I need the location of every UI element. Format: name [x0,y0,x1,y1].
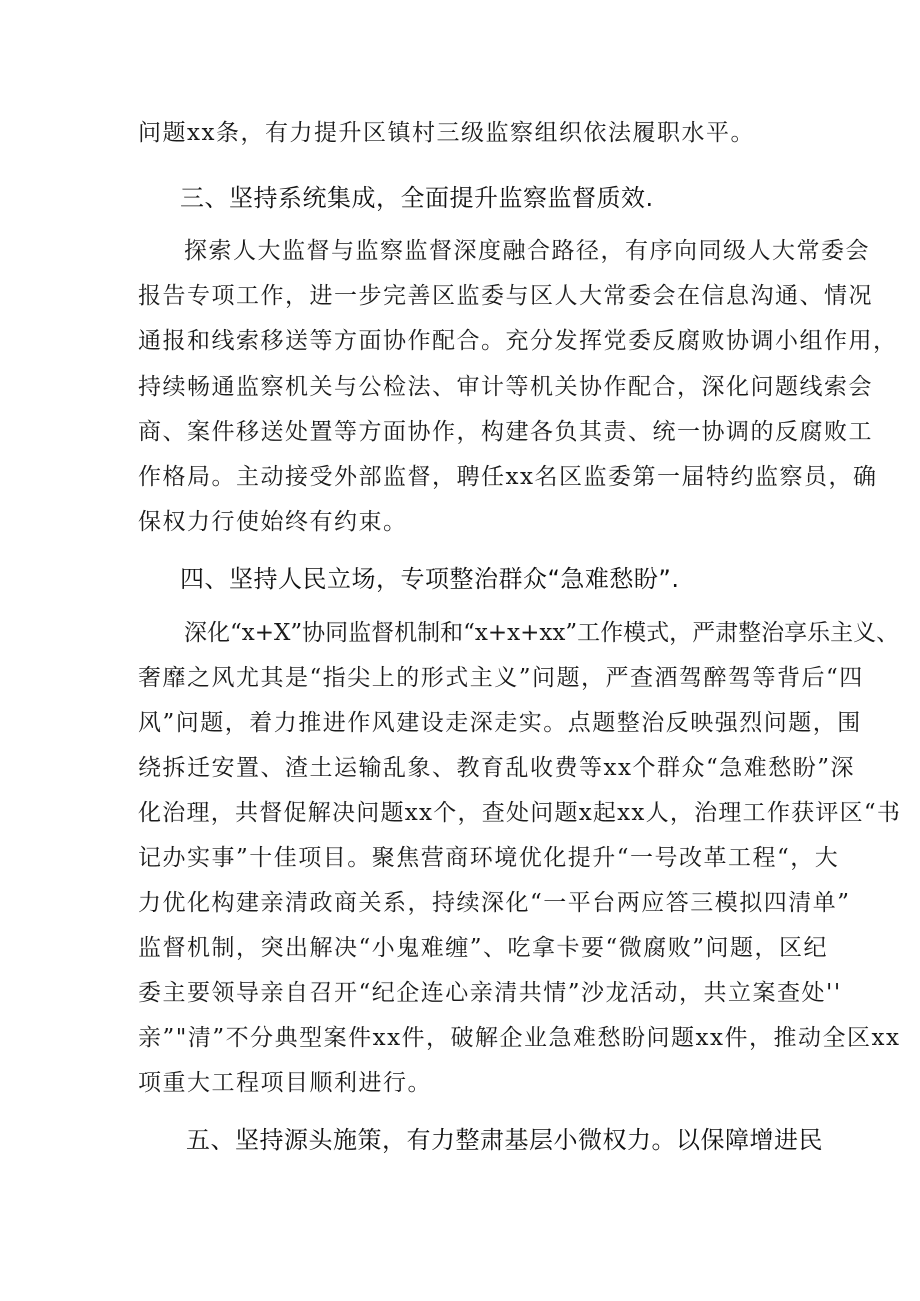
section-heading-3: 三、坚持系统集成，全面提升监察监督质效. [180,184,654,212]
paragraph-line: 项重大工程项目顺利进行。 [138,1070,432,1096]
paragraph-line: 化治理，共督促解决问题xx个，查处问题x起xx人，治理工作获评区“书 [138,800,902,826]
paragraph-line: 绕拆迁安置、渣土运输乱象、教育乱收费等xx个群众“急难愁盼”深 [138,755,855,781]
paragraph-line: 报告专项工作，进一步完善区监委与区人大常委会在信息沟通、情况 [138,283,873,309]
section-heading-4: 四、坚持人民立场，专项整治群众“急难愁盼”. [180,565,680,593]
paragraph-line: 亲”"清”不分典型案件xx件，破解企业急难愁盼问题xx件，推动全区xx [138,1025,901,1051]
paragraph-line: 委主要领导亲自召开“纪企连心亲清共情”沙龙活动，共立案查处'' [138,980,842,1006]
section-heading-5: 五、坚持源头施策，有力整肃基层小微权力。以保障增进民 [186,1126,823,1154]
intro-line: 问题xx条，有力提升区镇村三级监察组织依法履职水平。 [138,120,755,146]
paragraph-line: 力优化构建亲清政商关系，持续深化“一平台两应答三模拟四清单” [138,890,851,916]
paragraph-line: 持续畅通监察机关与公检法、审计等机关协作配合，深化问题线索会 [138,374,873,400]
paragraph-line: 监督机制，突出解决“小鬼难缠”、吃拿卡要“微腐败”问题，区纪 [138,935,829,961]
paragraph-line: 保权力行使始终有约束。 [138,509,408,535]
paragraph-line: 记办实事”十佳项目。聚焦营商环境优化提升“一号改革工程“，大 [138,845,840,871]
paragraph-line: 商、案件移送处置等方面协作，构建各负其责、统一协调的反腐败工 [138,419,873,445]
paragraph-line: 探索人大监督与监察监督深度融合路径，有序向同级人大常委会 [184,238,870,264]
paragraph-line: 深化“x+X”协同监督机制和“x+x+xx”工作模式，严肃整治享乐主义、 [184,620,900,646]
paragraph-line: 奢靡之风尤其是“指尖上的形式主义”问题，严查酒驾醉驾等背后“四 [138,665,864,691]
paragraph-line: 通报和线索移送等方面协作配合。充分发挥党委反腐败协调小组作用， [138,328,898,354]
paragraph-line: 风”问题，着力推进作风建设走深走实。点题整治反映强烈问题，围 [138,710,862,736]
paragraph-line: 作格局。主动接受外部监督，聘任xx名区监委第一届特约监察员，确 [138,464,878,490]
